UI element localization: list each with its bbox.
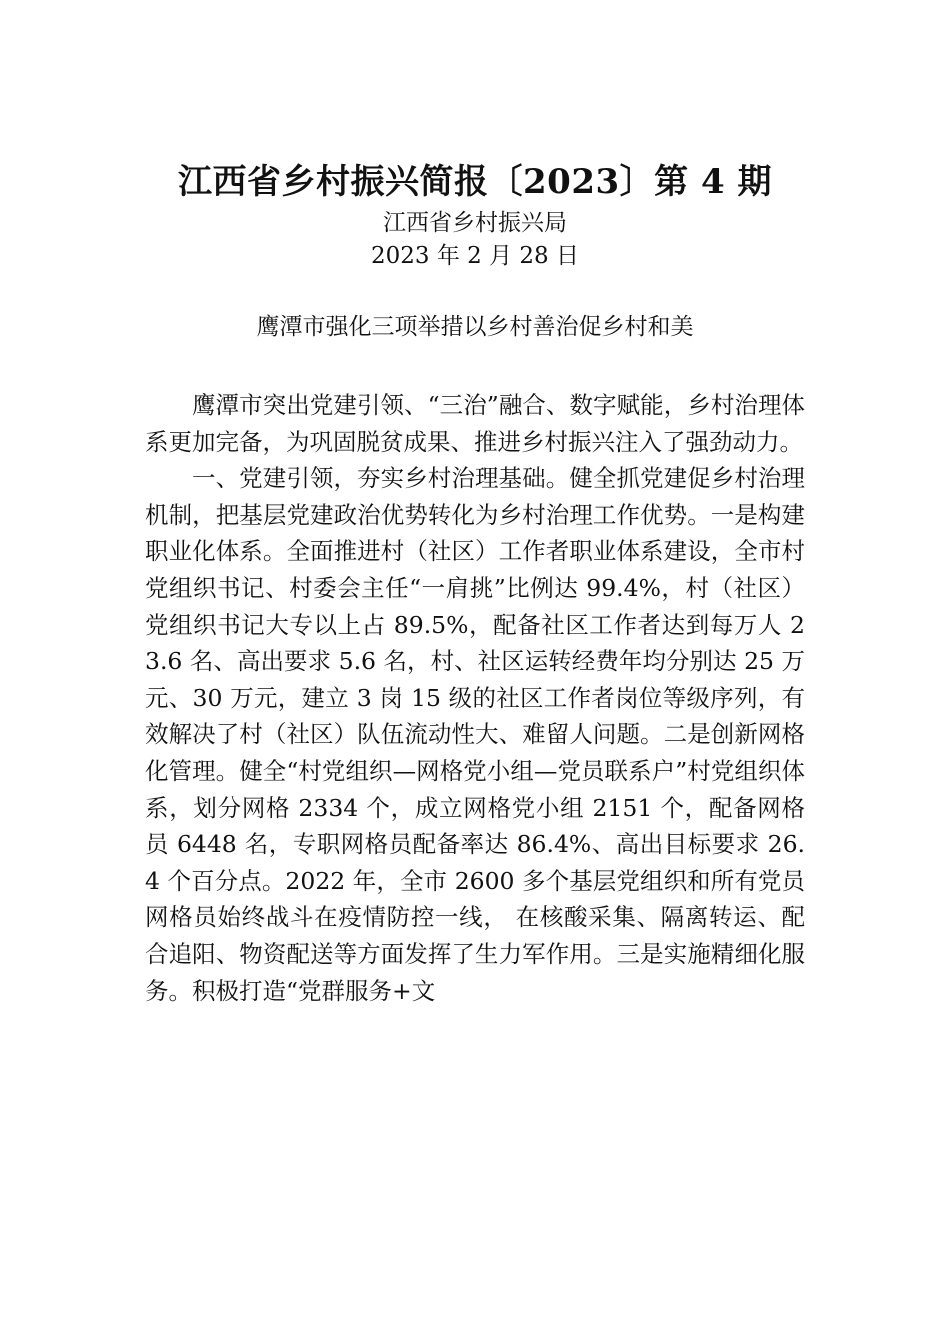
article-title: 鹰潭市强化三项举措以乡村善治促乡村和美 xyxy=(256,314,694,340)
issue-date: 2023 年 2 月 28 日 xyxy=(371,243,579,269)
paragraph-intro: 鹰潭市突出党建引领、“三治”融合、数字赋能，乡村治理体系更加完备，为巩固脱贫成果、推进乡村振兴注入了强劲动力。 xyxy=(145,391,805,456)
paragraph-section-one: 一、党建引领，夯实乡村治理基础。健全抓党建促乡村治理机制，把基层党建政治优势转化为乡村治理工作优势。一是构建职业化体系。全面推进村（社区）工作者职业体系建设，全市村党组织书记、村委会主任“一肩挑”比例达 99.4%，村（社区）党组织书记大专以上占 89.5%，配备社区工作者达到每万人 23.6 名、高出要求 5.6 名，村、社区运转经费年均分别达 25 万元、30 万元，建立 3 岗 15 级的社区工作者岗位等级序列，有效解决了村（社区）队伍流动性大、难留人问题。二是创新网格化管理。健全“村党组织—网格党小组—党员联系户”村党组织体系，划分网格 2334 个，成立网格党小组 2151 个，配备网格员 6448 名，专职网格员配备率达 86.4%、高出目标要求 26.4 个百分点。2022 年，全市 2600 多个基层党组织和所有党员网格员始终战斗在疫情防控一线， 在核酸采集、隔离转运、配合追阳、物资配送等方面发挥了生力军作用。三是实施精细化服务。积极打造“党群服务+文 xyxy=(145,464,805,1005)
article-body xyxy=(145,387,805,1009)
issuer-name: 江西省乡村振兴局 xyxy=(383,210,567,236)
bulletin-title: 江西省乡村振兴简报〔2023〕第 4 期 xyxy=(178,162,772,202)
